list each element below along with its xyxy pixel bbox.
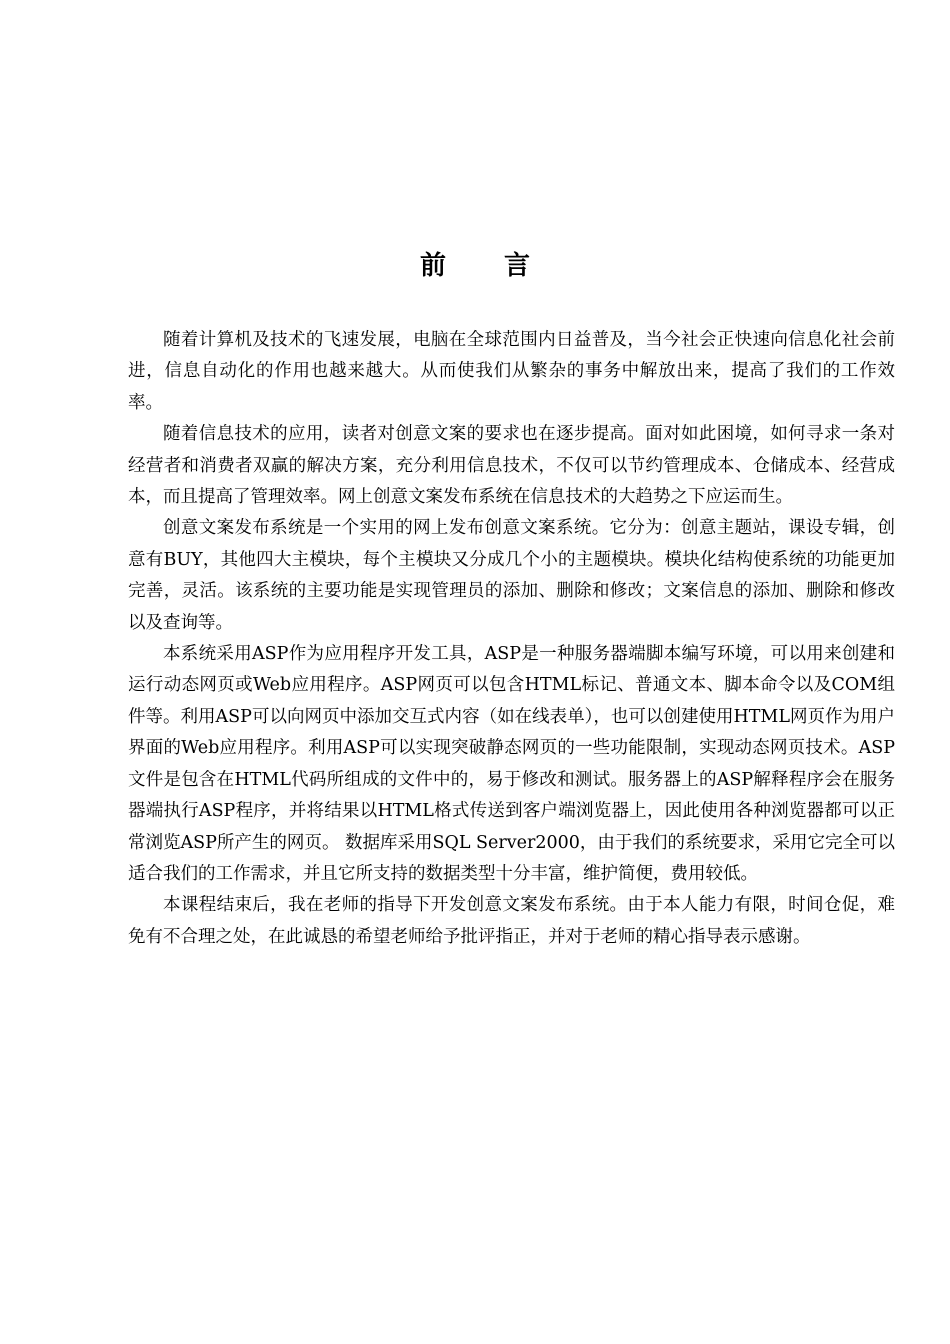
paragraph: 随着信息技术的应用，读者对创意文案的要求也在逐步提高。面对如此困境，如何寻求一条对经营者和消费者双赢的解决方案，充分利用信息技术，不仅可以节约管理成本、仓储成本、经营成本，而且提高了管理效率。网上创意文案发布系统在信息技术的大趋势之下应运而生。 (128, 424, 895, 508)
document-body (128, 325, 895, 953)
page-title: 前言 (419, 251, 588, 281)
paragraph: 本课程结束后，我在老师的指导下开发创意文案发布系统。由于本人能力有限，时间仓促，难免有不合理之处，在此诚恳的希望老师给予批评指正，并对于老师的精心指导表示感谢。 (128, 895, 895, 947)
paragraph: 创意文案发布系统是一个实用的网上发布创意文案系统。它分为：创意主题站，课设专辑，创意有BUY，其他四大主模块，每个主模块又分成几个小的主题模块。模块化结构使系统的功能更加完善，灵活。该系统的主要功能是实现管理员的添加、删除和修改；文案信息的添加、删除和修改以及查询等。 (128, 518, 895, 633)
paragraph: 随着计算机及技术的飞速发展，电脑在全球范围内日益普及，当今社会正快速向信息化社会前进，信息自动化的作用也越来越大。从而使我们从繁杂的事务中解放出来，提高了我们的工作效率。 (128, 330, 895, 413)
paragraph: 本系统采用ASP作为应用程序开发工具，ASP是一种服务器端脚本编写环境，可以用来创建和运行动态网页或Web应用程序。ASP网页可以包含HTML标记、普通文本、脚本命令以及COM组件等。利用ASP可以向网页中添加交互式内容（如在线表单），也可以创建使用HTML网页作为用户界面的Web应用程序。利用ASP可以实现突破静态网页的一些功能限制，实现动态网页技术。ASP文件是包含在HTML代码所组成的文件中的，易于修改和测试。服务器上的ASP解释程序会在服务器端执行ASP程序，并将结果以HTML格式传送到客户端浏览器上，因此使用各种浏览器都可以正常浏览ASP所产生的网页。 数据库采用SQL Server2000，由于我们的系统要求，采用它完全可以适合我们的工作需求，并且它所支持的数据类型十分丰富，维护简便，费用较低。 (128, 644, 895, 884)
